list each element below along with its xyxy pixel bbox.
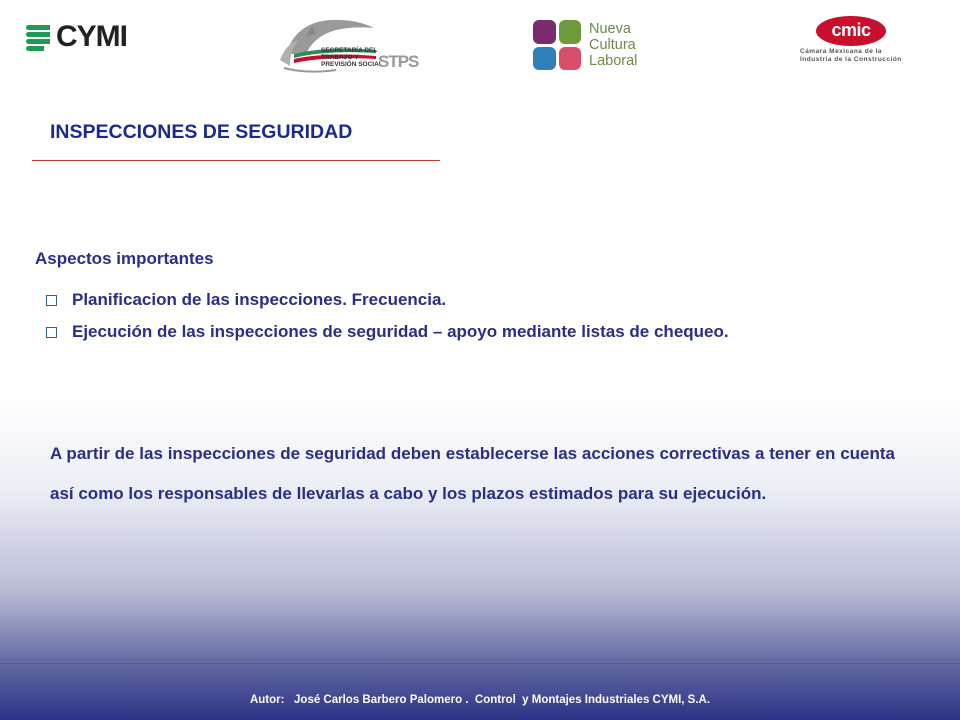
list-item — [46, 318, 729, 346]
ncl-line-3: Laboral — [589, 53, 638, 69]
footer-author: Autor: José Carlos Barbero Palomero . Control y Montajes Industriales CYMI, S.A. — [249, 694, 711, 706]
title-divider — [32, 160, 440, 161]
ncl-line-1: Nueva — [589, 21, 631, 37]
cmic-subtitle — [800, 48, 902, 64]
checkbox-bullet-icon — [46, 295, 57, 306]
cymi-stripes-icon — [26, 23, 52, 51]
nueva-cultura-laboral-text — [589, 21, 637, 69]
body-paragraph: A partir de las inspecciones de seguridad deben establecerse las acciones correctivas a tener en cuenta así como los responsables de llevarlas a cabo y los plazos estimados para su ejecución. — [50, 444, 895, 503]
cmic-sub-line-1: Cámara Mexicana de la — [800, 48, 883, 55]
puzzle-squares-icon — [533, 20, 581, 70]
cmic-badge: cmic — [816, 16, 886, 46]
nueva-cultura-laboral-logo — [533, 20, 637, 70]
stps-name: SECRETARÍA DEL TRABAJO Y PREVISIÓN SOCIAL — [321, 47, 383, 68]
list-item — [46, 286, 729, 314]
page-title: INSPECCIONES DE SEGURIDAD — [50, 121, 353, 143]
list-item-text: Ejecución de las inspecciones de seguridad – apoyo mediante listas de chequeo. — [72, 322, 729, 341]
ncl-line-2: Cultura — [589, 37, 636, 53]
footer-divider — [0, 663, 960, 664]
aspects-heading: Aspectos importantes — [35, 249, 214, 268]
cymi-logo-text: CYMI — [56, 20, 127, 53]
cymi-logo — [26, 22, 127, 52]
cmic-logo — [798, 16, 916, 70]
stps-abbreviation: STPS — [378, 52, 419, 71]
list-item-text: Planificacion de las inspecciones. Frecuencia. — [72, 290, 447, 309]
aspects-list — [46, 286, 729, 350]
stps-logo — [276, 14, 419, 76]
checkbox-bullet-icon — [46, 327, 57, 338]
logo-bar — [0, 0, 960, 90]
cmic-sub-line-2: Industria de la Construcción — [800, 56, 902, 63]
